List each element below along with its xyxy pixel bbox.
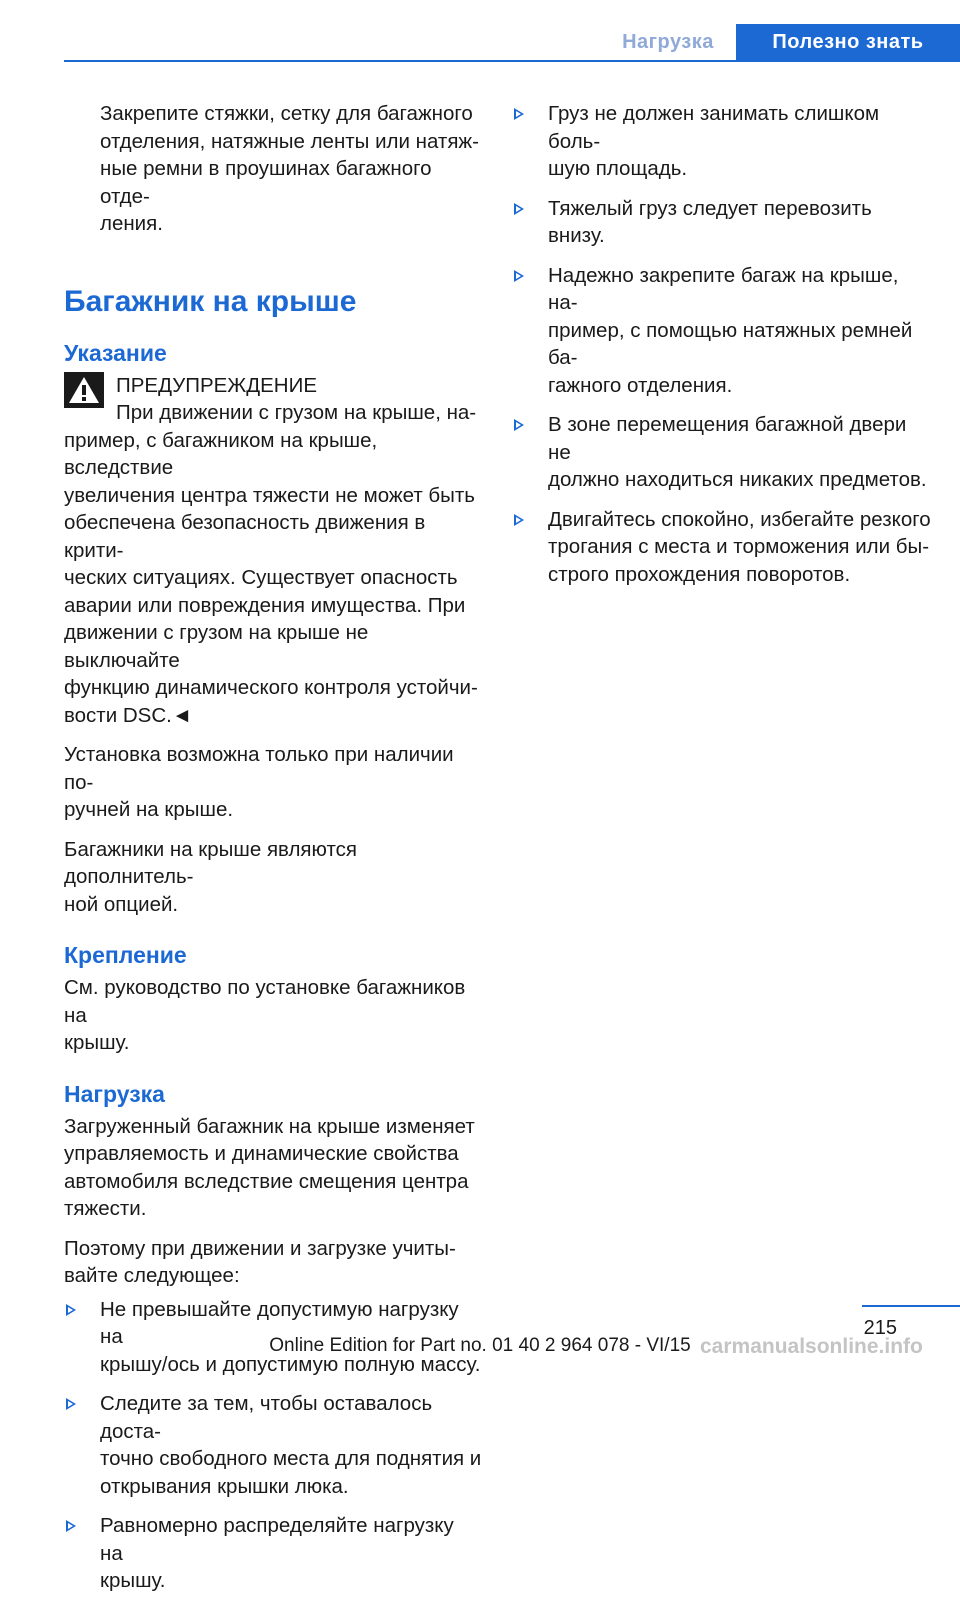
text-line: управляемость и динамические свойства xyxy=(64,1142,459,1165)
right-column xyxy=(512,100,932,600)
text-line: Груз не должен занимать слишком боль- xyxy=(548,102,880,153)
header-divider xyxy=(64,60,960,62)
text-line: Следите за тем, чтобы оставалось доста- xyxy=(100,1392,433,1443)
page-number: 215 xyxy=(863,1317,897,1339)
list-item xyxy=(64,1512,482,1595)
text-line: тяжести. xyxy=(64,1197,147,1220)
text-line: Загруженный багажник на крыше изменяет xyxy=(64,1114,475,1138)
text-line: гажного отделения. xyxy=(548,373,733,397)
text-line: пример, с помощью натяжных ремней ба- xyxy=(548,318,913,369)
text-line: крышу/ось и допустимую полную массу. xyxy=(100,1352,481,1376)
text-line: ной опцией. xyxy=(64,892,179,916)
watermark: carmanualsonline.info xyxy=(700,1335,923,1358)
text-line: ления. xyxy=(100,212,163,235)
load-heading: Нагрузка xyxy=(64,1080,165,1107)
text-line: должно находиться никаких предметов. xyxy=(548,468,927,491)
bullet-triangle-icon xyxy=(66,1520,76,1532)
text-line: Двигайтесь спокойно, избегайте резкого xyxy=(548,507,931,531)
load-paragraph xyxy=(64,1113,482,1223)
option-paragraph xyxy=(64,836,482,919)
note-heading: Указание xyxy=(64,339,167,366)
header-tab-chapter[interactable]: Полезно знать xyxy=(736,24,960,60)
text-line: крышу. xyxy=(64,1031,130,1054)
text-line: В зоне перемещения багажной двери не xyxy=(548,413,907,464)
load-tips-list xyxy=(512,100,932,588)
text-line: точно свободного места для поднятия и xyxy=(100,1447,482,1470)
bullet-triangle-icon xyxy=(514,108,524,120)
text-line: автомобиля вследствие смещения центра xyxy=(64,1169,469,1193)
edition-note: Online Edition for Part no. 01 40 2 964 078 - VI/15 xyxy=(269,1335,691,1356)
bullet-triangle-icon xyxy=(514,514,524,526)
text-line: Надежно закрепите багаж на крыше, на- xyxy=(548,263,899,314)
list-item xyxy=(512,195,932,250)
text-line: Закрепите стяжки, сетку для багажного xyxy=(100,102,473,125)
text-line: функцию динамического контроля устойчи- xyxy=(64,676,478,699)
header-tab-section[interactable]: Нагрузка xyxy=(622,30,714,53)
therefore-paragraph xyxy=(64,1235,482,1290)
text-line: пример, с багажником на крыше, вследствие xyxy=(64,428,378,479)
bullet-triangle-icon xyxy=(514,419,524,431)
text-line: вайте следующее: xyxy=(64,1264,240,1287)
list-item xyxy=(512,100,932,183)
text-line: См. руководство по установке багажников на xyxy=(64,976,466,1027)
intro-paragraph xyxy=(64,100,482,238)
left-column xyxy=(64,100,482,1607)
text-line: увеличения центра тяжести не может быть xyxy=(64,483,475,507)
text-line: открывания крышки люка. xyxy=(100,1474,349,1498)
text-line: ручней на крыше. xyxy=(64,798,234,821)
text-line: ные ремни в проушинах багажного отде- xyxy=(100,157,432,208)
text-line: аварии или повреждения имущества. При xyxy=(64,593,466,617)
list-item xyxy=(512,411,932,494)
text-line: отделения, натяжные ленты или натяж- xyxy=(100,129,479,153)
bullet-triangle-icon xyxy=(514,203,524,215)
warning-title: ПРЕДУПРЕЖДЕНИЕ xyxy=(116,373,317,397)
bullet-triangle-icon xyxy=(514,270,524,282)
text-line: крышу. xyxy=(100,1569,166,1592)
text-line: Поэтому при движении и загрузке учиты- xyxy=(64,1236,456,1260)
text-line: ческих ситуациях. Существует опасность xyxy=(64,566,458,589)
bullet-triangle-icon xyxy=(66,1398,76,1410)
text-line: Багажники на крыше являются дополнитель- xyxy=(64,837,357,888)
bullet-triangle-icon xyxy=(66,1304,76,1316)
text-line: вости DSC.◄ xyxy=(64,703,193,727)
warning-block xyxy=(64,372,482,730)
list-item xyxy=(512,262,932,400)
text-line: движении с грузом на крыше не выключайте xyxy=(64,621,369,672)
text-line: шую площадь. xyxy=(548,157,688,180)
warning-triangle-icon xyxy=(64,372,104,408)
text-line: обеспечена безопасность движения в крити- xyxy=(64,511,426,562)
text-line: Тяжелый груз следует перевозить внизу. xyxy=(548,196,872,247)
text-line: трогания с места и торможения или бы- xyxy=(548,535,930,558)
text-line: Равномерно распределяйте нагрузку на xyxy=(100,1514,454,1565)
text-line: При движении с грузом на крыше, на- xyxy=(116,401,477,424)
list-item xyxy=(64,1390,482,1500)
footer-divider xyxy=(862,1305,960,1307)
text-line: строго прохождения поворотов. xyxy=(548,562,851,586)
text-line: Установка возможна только при наличии по- xyxy=(64,743,454,794)
mount-heading: Крепление xyxy=(64,942,187,968)
text-line: Не превышайте допустимую нагрузку на xyxy=(100,1297,459,1348)
list-item xyxy=(512,506,932,589)
section-heading: Багажник на крыше xyxy=(64,284,357,318)
mount-paragraph xyxy=(64,974,482,1057)
install-paragraph xyxy=(64,741,482,824)
